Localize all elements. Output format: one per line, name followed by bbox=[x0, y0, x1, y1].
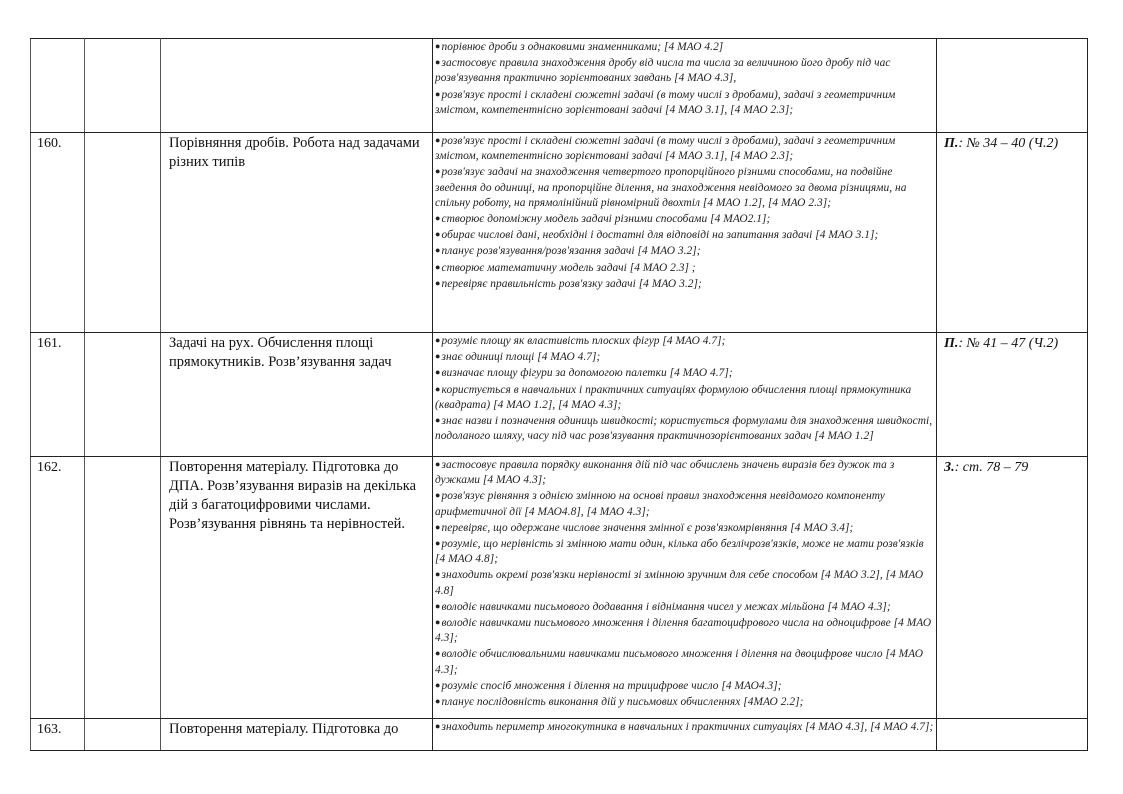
outcome-item: ●перевіряє, що одержане числове значення змінної є розв'язкомрівняння [4 МАО 3.4]; bbox=[435, 521, 854, 534]
outcome-item: ●визначає площу фігури за допомогою палетки [4 МАО 4.7]; bbox=[435, 367, 733, 380]
bullet-icon: ● bbox=[435, 600, 441, 611]
lesson-topic-cell: Порівняння дробів. Робота над задачами різних типів bbox=[161, 133, 433, 333]
outcome-item: ●розуміє, що нерівність зі змінною мати один, кілька або безлічрозв'язків, може не мати розв'язків [4 МАО 4.8]; bbox=[435, 538, 924, 566]
bullet-icon: ● bbox=[435, 721, 441, 731]
bullet-icon: ● bbox=[435, 213, 441, 224]
table-row bbox=[31, 719, 1088, 751]
bullet-icon: ● bbox=[435, 57, 441, 68]
lesson-number-cell: 163. bbox=[31, 719, 85, 751]
outcomes-list bbox=[433, 719, 936, 735]
bullet-icon: ● bbox=[435, 277, 441, 288]
lesson-topic-cell bbox=[161, 39, 433, 133]
outcomes-list bbox=[433, 133, 936, 292]
outcome-item: ●планує розв'язування/розв'язання задачі [4 МАО 3.2]; bbox=[435, 245, 701, 258]
learning-outcomes-cell bbox=[433, 719, 937, 751]
outcome-item: ●користується в навчальних і практичних ситуаціях формулою обчислення площі прямокутника (квадрата) [4 МАО 1.2], [4 МАО 4.3]; bbox=[435, 383, 912, 411]
homework-cell bbox=[937, 39, 1088, 133]
homework-reference: П.: № 34 – 40 (Ч.2) bbox=[944, 136, 1059, 151]
table-row bbox=[31, 333, 1088, 457]
bullet-icon: ● bbox=[435, 166, 441, 177]
bullet-icon: ● bbox=[435, 88, 441, 99]
bullet-icon: ● bbox=[435, 229, 441, 240]
lesson-date-cell bbox=[85, 719, 161, 751]
lesson-topic-cell: Задачі на рух. Обчислення площі прямокутників. Розв’язування задач bbox=[161, 333, 433, 457]
outcome-item: ●розв'язує прості і складені сюжетні задачі (в тому числі з дробами), задачі з геометричним змістом, компетентнісно зорієнтовані задачі [4 МАО 3.1], [4 МАО 2.3]; bbox=[435, 135, 896, 163]
homework-cell bbox=[937, 133, 1088, 333]
bullet-icon: ● bbox=[435, 459, 441, 469]
bullet-icon: ● bbox=[435, 415, 441, 426]
learning-outcomes-cell bbox=[433, 333, 937, 457]
lesson-plan-table bbox=[30, 38, 1088, 751]
bullet-icon: ● bbox=[435, 367, 441, 378]
outcome-item: ●знає назви і позначення одиниць швидкості; користується формулами для знаходження швидкості, подоланого шляху, часу під час розв'язування практичнозорієнтованих задач [4 МАО 1.2] bbox=[435, 415, 933, 443]
lesson-date-cell bbox=[85, 333, 161, 457]
bullet-icon: ● bbox=[435, 383, 441, 394]
outcome-item: ●застосовує правила знаходження дробу від числа та числа за величиною його дробу під час розв'язування практично зорієнтованих завдань [4 МАО 4.3], bbox=[435, 57, 891, 85]
outcome-item: ●створює математичну модель задачі [4 МАО 2.3] ; bbox=[435, 261, 696, 274]
outcome-item: ●знаходить периметр многокутника в навчальних і практичних ситуаціях [4 МАО 4.3], [4 МАО 4.7]; bbox=[435, 721, 934, 733]
learning-outcomes-cell bbox=[433, 39, 937, 133]
lesson-number-cell: 161. bbox=[31, 333, 85, 457]
lesson-number-cell bbox=[31, 39, 85, 133]
outcome-item: ●володіє навичками письмового додавання і віднімання чисел у межах мільйона [4 МАО 4.3]; bbox=[435, 600, 891, 613]
lesson-date-cell bbox=[85, 133, 161, 333]
table-row bbox=[31, 457, 1088, 719]
outcome-item: ●розв'язує задачі на знаходження четвертого пропорційного різними способами, на подвійне зведення до одиниці, на пропорційне ділення, на знаходження невідомого за двома різницями, на спільну роботу, на прямолінійний рівномірний двохтіл [4 МАО 1.2], [4 МАО 2.3]; bbox=[435, 166, 907, 209]
outcomes-list bbox=[433, 333, 936, 444]
outcomes-list bbox=[433, 457, 936, 710]
bullet-icon: ● bbox=[435, 245, 441, 256]
lesson-date-cell bbox=[85, 457, 161, 719]
outcome-item: ●перевіряє правильність розв'язку задачі [4 МАО 3.2]; bbox=[435, 277, 702, 290]
bullet-icon: ● bbox=[435, 261, 441, 272]
lesson-date-cell bbox=[85, 39, 161, 133]
lesson-topic-cell: Повторення матеріалу. Підготовка до ДПА. Розв’язування виразів на декілька дій з багатоцифровими числами. Розв’язування рівнянь та нерівностей. bbox=[161, 457, 433, 719]
bullet-icon: ● bbox=[435, 351, 441, 362]
outcomes-list bbox=[433, 39, 936, 118]
outcome-item: ●розуміє спосіб множення і ділення на трицифрове число [4 МАО4.3]; bbox=[435, 679, 782, 692]
bullet-icon: ● bbox=[435, 538, 441, 549]
table-row bbox=[31, 39, 1088, 133]
bullet-icon: ● bbox=[435, 648, 441, 659]
lesson-topic-cell: Повторення матеріалу. Підготовка до bbox=[161, 719, 433, 751]
learning-outcomes-cell bbox=[433, 133, 937, 333]
outcome-item: ●знає одиниці площі [4 МАО 4.7]; bbox=[435, 351, 601, 364]
outcome-item: ●розв'язує прості і складені сюжетні задачі (в тому числі з дробами), задачі з геометричним змістом, компетентнісно зорієнтовані задачі [4 МАО 3.1], [4 МАО 2.3]; bbox=[435, 88, 896, 116]
outcome-item: ●розв'язує рівняння з однією змінною на основі правил знаходження невідомого компоненту арифметичної дії [4 МАО4.8], [4 МАО 4.3]; bbox=[435, 490, 885, 518]
outcome-item: ●застосовує правила порядку виконання дій під час обчислень значень виразів без дужок та з дужками [4 МАО 4.3]; bbox=[435, 459, 895, 487]
outcome-item: ●знаходить окремі розв'язки нерівності зі змінною зручним для себе способом [4 МАО 3.2], [4 МАО 4.8] bbox=[435, 569, 924, 597]
bullet-icon: ● bbox=[435, 490, 441, 501]
outcome-item: ●володіє навичками письмового множення і ділення багатоцифрового числа на одноцифрове [4 МАО 4.3]; bbox=[435, 617, 932, 645]
bullet-icon: ● bbox=[435, 617, 441, 628]
outcome-item: ●створює допоміжну модель задачі різними способами [4 МАО2.1]; bbox=[435, 213, 771, 226]
bullet-icon: ● bbox=[435, 135, 441, 145]
lesson-number-cell: 160. bbox=[31, 133, 85, 333]
homework-cell bbox=[937, 333, 1088, 457]
bullet-icon: ● bbox=[435, 679, 441, 690]
table-row bbox=[31, 133, 1088, 333]
lesson-number-cell: 162. bbox=[31, 457, 85, 719]
bullet-icon: ● bbox=[435, 335, 441, 345]
bullet-icon: ● bbox=[435, 696, 441, 707]
outcome-item: ●порівнює дроби з однаковими знаменниками; [4 МАО 4.2] bbox=[435, 41, 724, 53]
outcome-item: ●володіє обчислювальними навичками письмового множення і ділення на двоцифрове число [4 МАО 4.3]; bbox=[435, 648, 923, 676]
homework-reference: П.: № 41 – 47 (Ч.2) bbox=[944, 336, 1059, 351]
bullet-icon: ● bbox=[435, 41, 441, 51]
homework-cell bbox=[937, 719, 1088, 751]
bullet-icon: ● bbox=[435, 569, 441, 580]
homework-cell bbox=[937, 457, 1088, 719]
outcome-item: ●планує послідовність виконання дій у письмових обчисленнях [4МАО 2.2]; bbox=[435, 696, 804, 709]
outcome-item: ●обирає числові дані, необхідні і достатні для відповіді на запитання задачі [4 МАО 3.1]; bbox=[435, 229, 879, 242]
outcome-item: ●розуміє площу як властивість плоских фігур [4 МАО 4.7]; bbox=[435, 335, 726, 347]
learning-outcomes-cell bbox=[433, 457, 937, 719]
homework-reference: З.: ст. 78 – 79 bbox=[944, 460, 1029, 475]
bullet-icon: ● bbox=[435, 521, 441, 532]
